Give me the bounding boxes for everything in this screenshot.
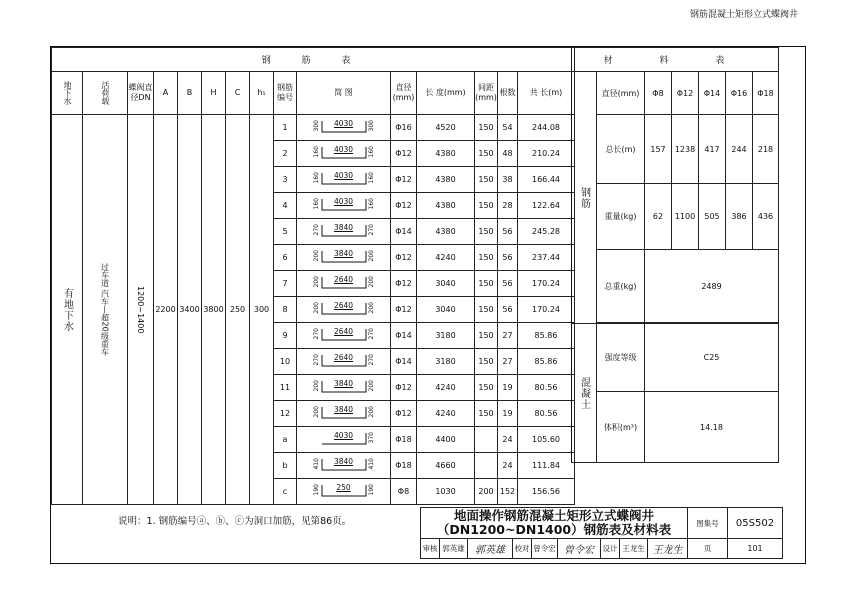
diameter-cell: Φ14 — [391, 349, 417, 375]
total-length-cell: 170.24 — [518, 271, 575, 297]
total-length-cell: 157 — [645, 115, 672, 184]
count-cell: 19 — [498, 375, 518, 401]
bar-diagram — [297, 375, 391, 401]
bar-main-length: 2640 — [333, 352, 354, 362]
bar-main-length: 2640 — [333, 274, 354, 284]
weight-cell: 436 — [753, 184, 779, 250]
bar-left-leg: 410 — [312, 457, 320, 469]
header-count: 根数 — [498, 72, 518, 115]
length-cell: 4380 — [417, 167, 475, 193]
total-length-label: 总长(m) — [597, 115, 645, 184]
total-weight-label: 总重(kg) — [597, 250, 645, 323]
bar-right-leg: 270 — [367, 327, 375, 339]
length-cell: 3180 — [417, 323, 475, 349]
bar-left-leg: 190 — [312, 483, 320, 495]
steel-label: 钢筋 — [572, 72, 597, 324]
header-diameter: 直径(mm) — [391, 72, 417, 115]
bar-left-leg: 200 — [312, 275, 320, 287]
bar-right-leg: 370 — [367, 431, 375, 443]
length-cell: 4380 — [417, 193, 475, 219]
param-h1: 300 — [250, 115, 274, 505]
checker-name: 曾令宏 — [532, 539, 558, 559]
bar-diagram — [297, 323, 391, 349]
bar-right-leg: 190 — [367, 483, 375, 495]
header-spacing: 间距(mm) — [475, 72, 498, 115]
bar-diagram — [297, 479, 391, 505]
bar-number-cell: 7 — [274, 271, 297, 297]
total-length-cell: 244.08 — [518, 115, 575, 141]
dia-cell: Φ12 — [672, 72, 699, 115]
reviewer-signature: 郭英雄 — [468, 539, 513, 559]
count-cell: 28 — [498, 193, 518, 219]
bar-diagram — [297, 115, 391, 141]
weight-cell: 62 — [645, 184, 672, 250]
bar-number-cell: 11 — [274, 375, 297, 401]
length-cell: 1030 — [417, 479, 475, 505]
bar-main-length: 3840 — [333, 456, 354, 466]
length-cell: 3180 — [417, 349, 475, 375]
bar-main-length: 3840 — [333, 248, 354, 258]
bar-main-length: 4030 — [333, 118, 354, 128]
dia-cell: Φ8 — [645, 72, 672, 115]
bar-right-leg: 160 — [367, 145, 375, 157]
atlas-number: 05S502 — [728, 508, 783, 539]
rebar-table-title: 钢 筋 表 — [52, 48, 575, 72]
diameter-cell: Φ12 — [391, 297, 417, 323]
spacing-cell — [475, 453, 498, 479]
bar-main-length: 2640 — [333, 326, 354, 336]
volume-value: 14.18 — [645, 392, 779, 463]
strength-value: C25 — [645, 324, 779, 392]
bar-diagram — [297, 245, 391, 271]
spacing-cell: 150 — [475, 323, 498, 349]
spacing-cell: 150 — [475, 219, 498, 245]
length-cell: 4240 — [417, 401, 475, 427]
bar-number-cell: 4 — [274, 193, 297, 219]
bar-diagram — [297, 427, 391, 453]
diameter-cell: Φ12 — [391, 193, 417, 219]
diameter-cell: Φ12 — [391, 167, 417, 193]
diameter-cell: Φ18 — [391, 427, 417, 453]
count-cell: 54 — [498, 115, 518, 141]
header-diagram: 简 图 — [297, 72, 391, 115]
total-length-cell: 245.28 — [518, 219, 575, 245]
bar-left-leg: 300 — [312, 119, 320, 131]
spacing-cell: 150 — [475, 141, 498, 167]
bar-left-leg: 200 — [312, 301, 320, 313]
spacing-cell: 150 — [475, 297, 498, 323]
bar-right-leg: 300 — [367, 119, 375, 131]
bar-main-length: 4030 — [333, 144, 354, 154]
param-live-load: 过车道 汽车—超20级重车 — [83, 115, 128, 505]
bar-main-length: 2640 — [333, 300, 354, 310]
spacing-cell: 150 — [475, 167, 498, 193]
reviewer-name: 郭英雄 — [440, 539, 468, 559]
count-cell: 24 — [498, 427, 518, 453]
bar-diagram — [297, 193, 391, 219]
rebar-table — [51, 47, 575, 505]
bar-right-leg: 160 — [367, 197, 375, 209]
bar-diagram — [297, 219, 391, 245]
bar-left-leg: 160 — [312, 197, 320, 209]
length-cell: 4240 — [417, 245, 475, 271]
total-length-cell: 1238 — [672, 115, 699, 184]
spacing-cell: 150 — [475, 375, 498, 401]
count-cell: 56 — [498, 245, 518, 271]
length-cell: 4400 — [417, 427, 475, 453]
count-cell: 56 — [498, 297, 518, 323]
diameter-cell: Φ14 — [391, 219, 417, 245]
total-length-cell: 237.44 — [518, 245, 575, 271]
count-cell: 19 — [498, 401, 518, 427]
bar-number-cell: 5 — [274, 219, 297, 245]
spacing-cell: 150 — [475, 401, 498, 427]
bar-right-leg: 200 — [367, 275, 375, 287]
header-h1: h₁ — [250, 72, 274, 115]
param-c: 250 — [226, 115, 250, 505]
bar-right-leg: 270 — [367, 353, 375, 365]
total-length-cell: 105.60 — [518, 427, 575, 453]
count-cell: 152 — [498, 479, 518, 505]
header-a: A — [154, 72, 178, 115]
length-cell: 4380 — [417, 141, 475, 167]
bar-main-length: 3840 — [333, 404, 354, 414]
count-cell: 27 — [498, 323, 518, 349]
material-table — [571, 47, 779, 463]
bar-number-cell: 2 — [274, 141, 297, 167]
header-valve-dn: 蝶阀直径DN — [128, 72, 154, 115]
bar-number-cell: 1 — [274, 115, 297, 141]
bar-number-cell: b — [274, 453, 297, 479]
header-h: H — [202, 72, 226, 115]
total-length-cell: 210.24 — [518, 141, 575, 167]
length-cell: 3040 — [417, 297, 475, 323]
spacing-cell: 150 — [475, 245, 498, 271]
bar-left-leg: 270 — [312, 353, 320, 365]
count-cell: 56 — [498, 271, 518, 297]
checker-signature: 曾令宏 — [558, 539, 601, 559]
length-cell: 4380 — [417, 219, 475, 245]
total-length-cell: 156.56 — [518, 479, 575, 505]
bar-right-leg: 270 — [367, 223, 375, 235]
spacing-cell: 150 — [475, 271, 498, 297]
spacing-cell: 150 — [475, 193, 498, 219]
bar-number-cell: a — [274, 427, 297, 453]
count-cell: 56 — [498, 219, 518, 245]
bar-diagram — [297, 141, 391, 167]
bar-diagram — [297, 349, 391, 375]
param-valve-dn: 1200~1400 — [128, 115, 154, 505]
bar-number-cell: c — [274, 479, 297, 505]
spacing-cell: 150 — [475, 349, 498, 375]
bar-diagram — [297, 297, 391, 323]
dia-cell: Φ14 — [699, 72, 726, 115]
header-b: B — [178, 72, 202, 115]
total-length-cell: 170.24 — [518, 297, 575, 323]
bar-left-leg: 200 — [312, 405, 320, 417]
total-length-cell: 122.64 — [518, 193, 575, 219]
header-live-load: 活荷载 — [83, 72, 128, 115]
param-groundwater: 有地下水 — [52, 115, 83, 505]
bar-main-length: 250 — [336, 482, 351, 492]
bar-number-cell: 9 — [274, 323, 297, 349]
page-label: 页 — [688, 539, 728, 559]
total-weight-value: 2489 — [645, 250, 779, 323]
bar-left-leg: 270 — [312, 327, 320, 339]
bar-number-cell: 8 — [274, 297, 297, 323]
bar-diagram — [297, 453, 391, 479]
count-cell: 48 — [498, 141, 518, 167]
dia-cell: Φ18 — [753, 72, 779, 115]
weight-cell: 505 — [699, 184, 726, 250]
bar-number-cell: 12 — [274, 401, 297, 427]
total-length-cell: 85.86 — [518, 323, 575, 349]
bar-left-leg: 200 — [312, 249, 320, 261]
bar-diagram — [297, 167, 391, 193]
notes: 说明：1. 钢筋编号ⓐ、ⓑ、ⓒ为洞口加筋，见第86页。 — [118, 516, 352, 527]
diameter-cell: Φ12 — [391, 375, 417, 401]
bar-right-leg: 200 — [367, 379, 375, 391]
atlas-label: 图集号 — [688, 508, 728, 539]
bar-number-cell: 3 — [274, 167, 297, 193]
count-cell: 38 — [498, 167, 518, 193]
spacing-cell — [475, 427, 498, 453]
spacing-cell: 150 — [475, 115, 498, 141]
page-number: 101 — [728, 539, 783, 559]
bar-number-cell: 10 — [274, 349, 297, 375]
check-label: 校对 — [513, 539, 532, 559]
volume-label: 体积(m³) — [597, 392, 645, 463]
diameter-cell: Φ18 — [391, 453, 417, 479]
diameter-cell: Φ12 — [391, 245, 417, 271]
weight-cell: 1100 — [672, 184, 699, 250]
length-cell: 4520 — [417, 115, 475, 141]
bar-main-length: 3840 — [333, 222, 354, 232]
material-table-title: 材 料 表 — [572, 48, 779, 72]
total-length-cell: 80.56 — [518, 401, 575, 427]
total-length-cell: 85.86 — [518, 349, 575, 375]
total-length-cell: 417 — [699, 115, 726, 184]
total-length-cell: 218 — [753, 115, 779, 184]
page-header: 钢筋混凝土矩形立式蝶阀井 — [689, 10, 798, 20]
header-c: C — [226, 72, 250, 115]
diameter-cell: Φ16 — [391, 115, 417, 141]
count-cell: 24 — [498, 453, 518, 479]
concrete-label: 混凝土 — [572, 324, 597, 463]
strength-label: 强度等级 — [597, 324, 645, 392]
bar-left-leg: 160 — [312, 145, 320, 157]
header-groundwater: 地下水 — [52, 72, 83, 115]
header-length: 长 度(mm) — [417, 72, 475, 115]
length-cell: 4660 — [417, 453, 475, 479]
bar-right-leg: 410 — [367, 457, 375, 469]
drawing-title-line2: （DN1200~DN1400）钢筋表及材料表 — [436, 522, 672, 537]
design-label: 设计 — [601, 539, 620, 559]
header-total-length: 共 长(m) — [518, 72, 575, 115]
length-cell: 3040 — [417, 271, 475, 297]
diameter-cell: Φ12 — [391, 141, 417, 167]
bar-left-leg: 160 — [312, 171, 320, 183]
bar-diagram — [297, 401, 391, 427]
weight-cell: 386 — [726, 184, 753, 250]
diameter-cell: Φ8 — [391, 479, 417, 505]
table-row — [52, 115, 575, 141]
bar-right-leg: 200 — [367, 405, 375, 417]
drawing-title — [421, 508, 688, 539]
bar-left-leg: 270 — [312, 223, 320, 235]
diameter-label: 直径(mm) — [597, 72, 645, 115]
bar-right-leg: 160 — [367, 171, 375, 183]
param-b: 3400 — [178, 115, 202, 505]
bar-left-leg: 200 — [312, 379, 320, 391]
count-cell: 27 — [498, 349, 518, 375]
title-block — [420, 507, 783, 559]
diameter-cell: Φ12 — [391, 401, 417, 427]
bar-diagram — [297, 271, 391, 297]
review-label: 审核 — [421, 539, 440, 559]
bar-number-cell: 6 — [274, 245, 297, 271]
total-length-cell: 80.56 — [518, 375, 575, 401]
total-length-cell: 111.84 — [518, 453, 575, 479]
designer-name: 王龙生 — [620, 539, 648, 559]
header-bar-no: 钢筋编号 — [274, 72, 297, 115]
drawing-title-line1: 地面操作钢筋混凝土矩形立式蝶阀井 — [453, 507, 654, 523]
weight-label: 重量(kg) — [597, 184, 645, 250]
dia-cell: Φ16 — [726, 72, 753, 115]
length-cell: 4240 — [417, 375, 475, 401]
total-length-cell: 166.44 — [518, 167, 575, 193]
bar-right-leg: 200 — [367, 249, 375, 261]
bar-main-length: 4030 — [333, 430, 354, 440]
bar-main-length: 4030 — [333, 170, 354, 180]
spacing-cell: 200 — [475, 479, 498, 505]
param-a: 2200 — [154, 115, 178, 505]
bar-right-leg: 200 — [367, 301, 375, 313]
param-h: 3800 — [202, 115, 226, 505]
diameter-cell: Φ12 — [391, 271, 417, 297]
diameter-cell: Φ14 — [391, 323, 417, 349]
total-length-cell: 244 — [726, 115, 753, 184]
designer-signature: 王龙生 — [648, 539, 688, 559]
bar-main-length: 4030 — [333, 196, 354, 206]
bar-main-length: 3840 — [333, 378, 354, 388]
